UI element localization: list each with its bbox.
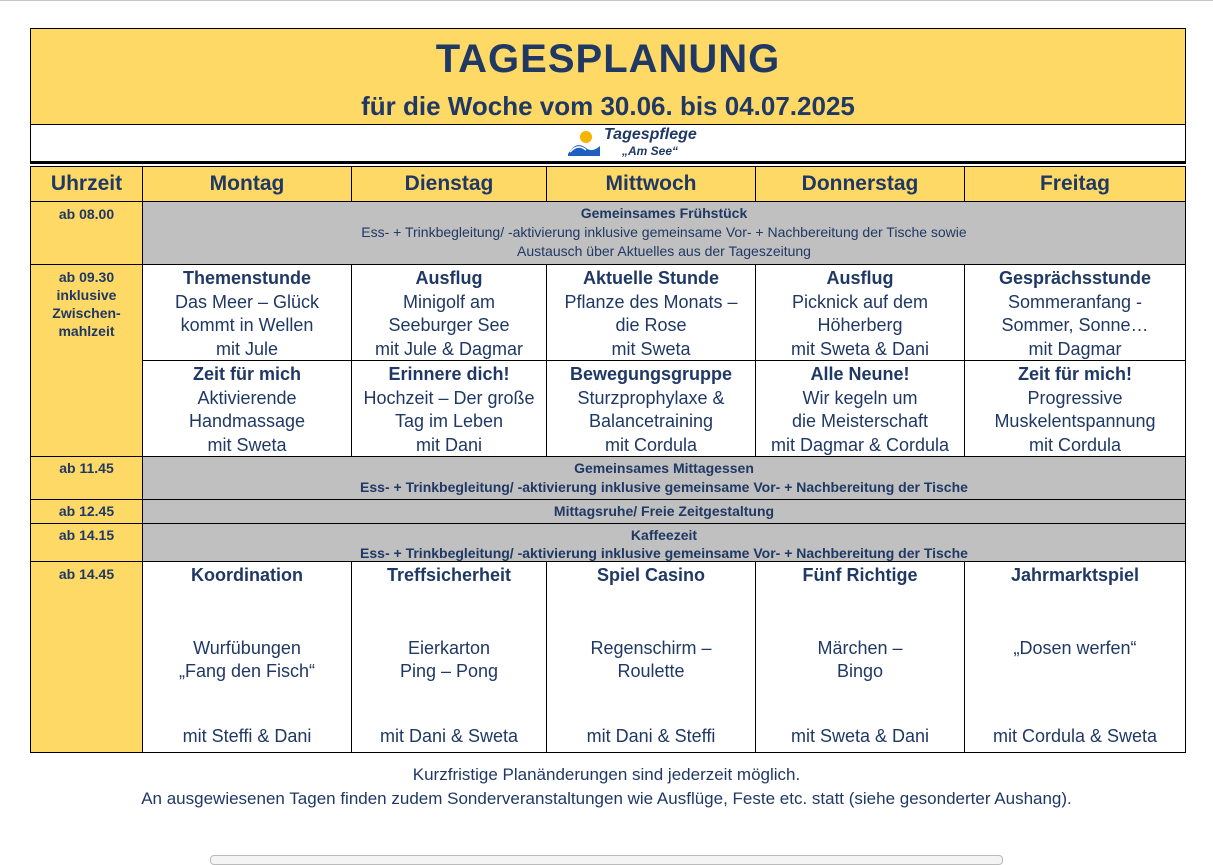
activity-line: „Dosen werfen“ xyxy=(1013,637,1137,658)
logo-row xyxy=(30,125,1186,162)
activity-staff: mit Cordula xyxy=(604,434,698,455)
activity-line: Picknick auf dem xyxy=(791,291,929,312)
activity-line: Progressive xyxy=(1027,387,1123,408)
rest-title: Mittagsruhe/ Freie Zeitgestaltung xyxy=(553,503,775,519)
activity-line: Höherberg xyxy=(817,315,903,335)
activity-staff: mit Dani xyxy=(415,434,482,455)
coffee-text: Ess- + Trinkbegleitung/ -aktivierung inklusive gemeinsame Vor- + Nachbereitung der Tische xyxy=(360,545,968,561)
activity-staff: mit Dani & Steffi xyxy=(586,725,716,746)
time-cell xyxy=(30,523,143,562)
logo-name: Tagespflege xyxy=(604,126,697,143)
page-title: TAGESPLANUNG xyxy=(435,37,781,81)
page-subtitle: für die Woche vom 30.06. bis 04.07.2025 xyxy=(361,91,855,121)
lunch-block xyxy=(142,456,1186,500)
activity-staff: mit Steffi & Dani xyxy=(182,725,312,746)
activity-line: Wir kegeln um xyxy=(802,387,918,408)
activity-staff: mit Dani & Sweta xyxy=(379,725,519,746)
activity-title: Ausflug xyxy=(826,268,894,288)
activity-line: Wurfübungen xyxy=(193,637,301,658)
activity-staff: mit Sweta & Dani xyxy=(790,338,930,359)
activity-title: Erinnere dich! xyxy=(388,364,510,384)
lunch-title: Gemeinsames Mittagessen xyxy=(574,460,754,476)
breakfast-title: Gemeinsames Frühstück xyxy=(580,205,748,221)
activity-cell xyxy=(755,264,965,361)
activity-title: Koordination xyxy=(191,565,303,585)
activity-line: die Meisterschaft xyxy=(791,411,929,431)
activity-description xyxy=(1013,637,1136,684)
activity-description xyxy=(179,637,315,684)
time-label: ab 09.30 xyxy=(58,269,115,285)
activity-line: Handmassage xyxy=(188,411,306,431)
header-banner xyxy=(30,28,1186,125)
activity-title: Alle Neune! xyxy=(810,364,910,384)
activity-cell xyxy=(546,360,756,457)
activity-cell xyxy=(351,360,547,457)
activity-cell xyxy=(351,264,547,361)
activity-line: kommt in Wellen xyxy=(180,315,314,335)
activity-line: Regenschirm – xyxy=(590,637,712,658)
activity-line: Märchen – xyxy=(817,637,903,658)
activity-line: Sommer, Sonne… xyxy=(1001,315,1149,335)
coffee-block xyxy=(142,523,1186,562)
activity-cell xyxy=(351,561,547,753)
divider xyxy=(30,161,1186,164)
activity-line: Hochzeit – Der große xyxy=(363,387,535,408)
time-cell xyxy=(30,264,143,457)
logo xyxy=(566,126,726,160)
column-header-friday: Freitag xyxy=(964,166,1186,202)
activity-line: Ping – Pong xyxy=(399,661,499,681)
activity-staff: mit Jule & Dagmar xyxy=(374,338,524,359)
column-header-thursday: Donnerstag xyxy=(755,166,965,202)
lunch-text: Ess- + Trinkbegleitung/ -aktivierung inklusive gemeinsame Vor- + Nachbereitung der Tische xyxy=(360,479,968,495)
breakfast-text: Ess- + Trinkbegleitung/ -aktivierung inklusive gemeinsame Vor- + Nachbereitung der Tische sowie xyxy=(361,224,967,240)
activity-title: Bewegungsgruppe xyxy=(569,364,732,384)
activity-title: Themenstunde xyxy=(182,268,311,288)
top-border xyxy=(0,0,1213,1)
activity-cell xyxy=(964,561,1186,753)
time-note: inklusive xyxy=(56,287,117,303)
breakfast-text: Austausch über Aktuelles aus der Tageszeitung xyxy=(517,243,811,259)
activity-title: Treffsicherheit xyxy=(386,565,512,585)
activity-staff: mit Sweta xyxy=(611,338,691,359)
activity-line: Balancetraining xyxy=(588,411,714,431)
column-header-tuesday: Dienstag xyxy=(351,166,547,202)
activity-cell xyxy=(142,264,352,361)
activity-title: Zeit für mich! xyxy=(1017,364,1132,384)
activity-title: Spiel Casino xyxy=(596,565,706,585)
activity-line xyxy=(1013,660,1136,684)
activity-title: Gesprächsstunde xyxy=(998,268,1152,288)
activity-title: Aktuelle Stunde xyxy=(582,268,720,288)
activity-line: Bingo xyxy=(836,661,884,681)
activity-description xyxy=(400,637,498,684)
activity-description xyxy=(817,637,902,684)
time-note: Zwischen- xyxy=(52,305,121,321)
time-label: ab 11.45 xyxy=(59,460,114,476)
coffee-title: Kaffeezeit xyxy=(630,527,698,543)
time-cell xyxy=(30,561,143,753)
activity-line: Muskelentspannung xyxy=(994,411,1156,431)
activity-cell xyxy=(546,264,756,361)
activity-cell xyxy=(964,264,1186,361)
column-header-monday: Montag xyxy=(142,166,352,202)
time-label: ab 12.45 xyxy=(58,503,115,519)
activity-title: Jahrmarktspiel xyxy=(1010,565,1140,585)
activity-staff: mit Cordula & Sweta xyxy=(992,725,1158,746)
activity-line: Das Meer – Glück xyxy=(174,291,320,312)
logo-subtitle: „Am See“ xyxy=(622,144,679,158)
activity-staff: mit Dagmar xyxy=(1028,338,1122,359)
activity-line: Minigolf am xyxy=(402,291,496,312)
activity-description xyxy=(590,637,711,684)
activity-staff: mit Cordula xyxy=(1028,434,1122,455)
rest-block xyxy=(142,499,1186,524)
activity-line: Roulette xyxy=(617,661,685,681)
sun-wave-icon xyxy=(566,128,602,158)
time-label: ab 08.00 xyxy=(58,206,115,222)
activity-cell xyxy=(755,561,965,753)
activity-staff: mit Dagmar & Cordula xyxy=(770,434,950,455)
activity-title: Ausflug xyxy=(415,268,483,288)
activity-line: Pflanze des Monats – xyxy=(564,291,738,312)
activity-cell xyxy=(546,561,756,753)
time-note: mahlzeit xyxy=(58,323,115,339)
activity-line: Tag im Leben xyxy=(394,411,504,431)
activity-line: Seeburger See xyxy=(388,315,510,335)
activity-cell xyxy=(755,360,965,457)
time-cell xyxy=(30,499,143,524)
activity-title: Zeit für mich xyxy=(192,364,301,384)
activity-staff: mit Sweta xyxy=(207,434,287,455)
activity-cell xyxy=(142,360,352,457)
activity-staff: mit Sweta & Dani xyxy=(790,725,930,746)
activity-line: Sturzprophylaxe & xyxy=(577,387,725,408)
footer-note: Kurzfristige Planänderungen sind jederzeit möglich. xyxy=(412,765,801,784)
footer-note: An ausgewiesenen Tagen finden zudem Sonderveranstaltungen wie Ausflüge, Feste etc. statt (siehe gesonderter Aushang). xyxy=(141,789,1072,808)
activity-line: Aktivierende xyxy=(197,387,297,408)
column-header-time: Uhrzeit xyxy=(30,166,143,202)
time-label: ab 14.15 xyxy=(58,527,115,543)
activity-cell xyxy=(964,360,1186,457)
breakfast-block xyxy=(142,201,1186,265)
column-header-wednesday: Mittwoch xyxy=(546,166,756,202)
activity-staff: mit Jule xyxy=(215,338,278,359)
activity-line: „Fang den Fisch“ xyxy=(178,661,316,681)
activity-cell xyxy=(142,561,352,753)
activity-line: Eierkarton xyxy=(407,637,491,658)
horizontal-scrollbar[interactable] xyxy=(210,855,1003,865)
time-cell xyxy=(30,201,143,265)
activity-title: Fünf Richtige xyxy=(802,565,918,585)
time-label: ab 14.45 xyxy=(58,566,115,582)
activity-line: Sommeranfang - xyxy=(1007,291,1143,312)
activity-line: die Rose xyxy=(615,315,687,335)
time-cell xyxy=(30,456,143,500)
